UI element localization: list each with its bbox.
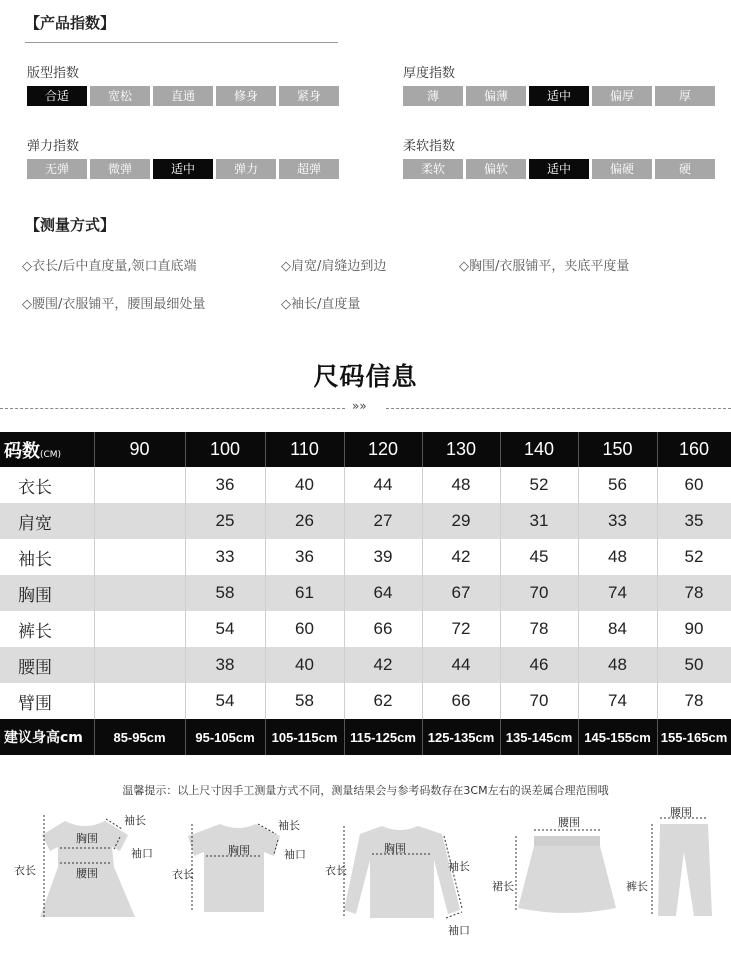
table-cell: 54 (185, 683, 265, 719)
table-cell: 40 (265, 647, 344, 683)
table-cell: 90 (657, 611, 731, 647)
scale-option: 适中 (529, 86, 589, 106)
table-cell: 33 (185, 539, 265, 575)
size-info-title: 尺码信息 (313, 362, 418, 391)
scale-option: 弹力 (216, 159, 276, 179)
header-cell: 140 (500, 432, 578, 467)
fit-index-scale (27, 86, 339, 106)
skirt-shape (518, 846, 616, 913)
table-cell: 58 (265, 683, 344, 719)
scale-option: 薄 (403, 86, 463, 106)
table-cell (94, 683, 185, 719)
table-cell: 31 (500, 503, 578, 539)
scale-option: 宽松 (90, 86, 150, 106)
table-cell: 38 (185, 647, 265, 683)
measurement-title: 【测量方式】 (25, 216, 116, 234)
table-cell: 52 (500, 467, 578, 503)
height-cell: 145-155cm (578, 719, 657, 755)
scale-option: 微弹 (90, 159, 150, 179)
thickness-index-label: 厚度指数 (403, 66, 456, 81)
table-cell: 70 (500, 575, 578, 611)
measure-item: ◇袖长/直度量 (281, 297, 361, 312)
scale-option: 适中 (529, 159, 589, 179)
height-cell: 105-115cm (265, 719, 344, 755)
table-cell (94, 611, 185, 647)
height-cell: 95-105cm (185, 719, 265, 755)
scale-option: 偏软 (466, 159, 526, 179)
table-cell: 48 (578, 539, 657, 575)
elasticity-index-scale (27, 159, 339, 179)
scale-option: 硬 (655, 159, 715, 179)
header-cell: 110 (265, 432, 344, 467)
table-cell: 78 (500, 611, 578, 647)
table-cell: 56 (578, 467, 657, 503)
pants-shape (658, 824, 712, 916)
scale-option: 柔软 (403, 159, 463, 179)
table-cell: 42 (344, 647, 422, 683)
sweater-sleeve-label: 袖长 (448, 860, 470, 873)
scale-option: 直通 (153, 86, 213, 106)
table-cell: 36 (265, 539, 344, 575)
header-cell (0, 432, 94, 467)
table-cell: 52 (657, 539, 731, 575)
product-index-title: 【产品指数】 (25, 14, 116, 32)
table-cell: 61 (265, 575, 344, 611)
measure-item: ◇肩宽/肩缝边到边 (281, 259, 387, 274)
table-cell (94, 647, 185, 683)
table-cell: 50 (657, 647, 731, 683)
pants-waist-label: 腰围 (670, 806, 692, 819)
header-cell: 150 (578, 432, 657, 467)
height-cell: 85-95cm (94, 719, 185, 755)
table-cell: 44 (344, 467, 422, 503)
table-cell: 26 (265, 503, 344, 539)
title-divider (25, 42, 338, 43)
dress-length-label: 衣长 (14, 864, 36, 877)
size-header-unit: (CM) (40, 449, 62, 460)
height-cell: 135-145cm (500, 719, 578, 755)
table-cell: 67 (422, 575, 500, 611)
table-cell: 70 (500, 683, 578, 719)
table-cell: 44 (422, 647, 500, 683)
thickness-index-scale (403, 86, 715, 106)
measure-item: ◇胸围/衣服铺平，夹底平度量 (459, 259, 630, 274)
scale-option: 偏硬 (592, 159, 652, 179)
scale-option: 紧身 (279, 86, 339, 106)
table-cell: 36 (185, 467, 265, 503)
dress-cuff-label: 袖口 (131, 847, 153, 860)
table-cell: 74 (578, 683, 657, 719)
scale-option: 适中 (153, 159, 213, 179)
table-row (0, 539, 731, 575)
table-row (0, 467, 731, 503)
tshirt-shape (188, 824, 280, 912)
table-cell (94, 503, 185, 539)
table-cell: 64 (344, 575, 422, 611)
tshirt-length-label: 衣长 (172, 868, 194, 881)
table-row (0, 611, 731, 647)
table-row (0, 683, 731, 719)
scale-option: 超弹 (279, 159, 339, 179)
table-cell: 78 (657, 683, 731, 719)
dashed-divider-left (0, 408, 345, 409)
table-cell: 84 (578, 611, 657, 647)
table-header-row (0, 432, 731, 467)
table-cell: 74 (578, 575, 657, 611)
skirt-length-label: 裙长 (492, 880, 514, 893)
softness-index-label: 柔软指数 (403, 139, 456, 154)
measure-item: ◇腰围/衣服铺平，腰围最细处量 (22, 297, 206, 312)
skirt-waist-label: 腰围 (558, 816, 580, 829)
tshirt-chest-label: 胸围 (228, 844, 250, 857)
dress-waist-label: 腰围 (76, 867, 98, 880)
row-label: 裤长 (0, 611, 94, 647)
header-cell: 100 (185, 432, 265, 467)
height-cell: 155-165cm (657, 719, 731, 755)
tshirt-cuff-label: 袖口 (284, 848, 306, 861)
table-cell: 48 (422, 467, 500, 503)
tshirt-sleeve-label: 袖长 (278, 819, 300, 832)
table-row (0, 503, 731, 539)
table-row (0, 575, 731, 611)
pants-diagram (648, 812, 724, 922)
scale-option: 合适 (27, 86, 87, 106)
dress-chest-label: 胸围 (76, 832, 98, 845)
footer-label: 建议身高cm (0, 719, 94, 755)
arrows-icon: »» (352, 399, 367, 413)
table-cell: 25 (185, 503, 265, 539)
size-header-label: 码数 (4, 440, 40, 462)
table-footer-row (0, 719, 731, 755)
table-row (0, 647, 731, 683)
table-cell: 35 (657, 503, 731, 539)
header-cell: 160 (657, 432, 731, 467)
scale-option: 偏厚 (592, 86, 652, 106)
table-cell (94, 575, 185, 611)
sweater-cuff-label: 袖口 (448, 924, 470, 937)
row-label: 衣长 (0, 467, 94, 503)
table-cell: 60 (265, 611, 344, 647)
row-label: 胸围 (0, 575, 94, 611)
table-cell: 66 (344, 611, 422, 647)
sweater-diagram (330, 818, 480, 933)
table-cell: 39 (344, 539, 422, 575)
row-label: 袖长 (0, 539, 94, 575)
scale-option: 偏薄 (466, 86, 526, 106)
fit-index-label: 版型指数 (27, 66, 80, 81)
header-cell: 120 (344, 432, 422, 467)
softness-index-scale (403, 159, 715, 179)
table-cell: 42 (422, 539, 500, 575)
table-cell: 48 (578, 647, 657, 683)
scale-option: 修身 (216, 86, 276, 106)
table-cell (94, 467, 185, 503)
table-cell: 27 (344, 503, 422, 539)
height-cell: 125-135cm (422, 719, 500, 755)
scale-option: 厚 (655, 86, 715, 106)
sweater-chest-label: 胸围 (384, 842, 406, 855)
row-label: 臂围 (0, 683, 94, 719)
measure-item: ◇衣长/后中直度量,领口直底端 (22, 259, 197, 274)
table-cell: 40 (265, 467, 344, 503)
table-cell: 72 (422, 611, 500, 647)
table-cell (94, 539, 185, 575)
table-cell: 62 (344, 683, 422, 719)
dashed-divider-right (386, 408, 731, 409)
table-cell: 45 (500, 539, 578, 575)
header-cell: 90 (94, 432, 185, 467)
pants-length-label: 裤长 (626, 880, 648, 893)
elasticity-index-label: 弹力指数 (27, 139, 80, 154)
tip-text: 温馨提示：以上尺寸因手工测量方式不同，测量结果会与参考码数存在3CM左右的误差属合理范围哦 (122, 784, 609, 797)
table-cell: 46 (500, 647, 578, 683)
table-cell: 54 (185, 611, 265, 647)
height-cell: 115-125cm (344, 719, 422, 755)
header-cell: 130 (422, 432, 500, 467)
table-cell: 58 (185, 575, 265, 611)
table-cell: 33 (578, 503, 657, 539)
row-label: 肩宽 (0, 503, 94, 539)
scale-option: 无弹 (27, 159, 87, 179)
skirt-waistband (534, 836, 600, 846)
table-cell: 66 (422, 683, 500, 719)
table-cell: 60 (657, 467, 731, 503)
table-cell: 29 (422, 503, 500, 539)
size-table (0, 432, 731, 755)
table-cell: 78 (657, 575, 731, 611)
size-table-wrapper (0, 432, 731, 755)
sweater-length-label: 衣长 (325, 864, 347, 877)
dress-sleeve-label: 袖长 (124, 814, 146, 827)
row-label: 腰围 (0, 647, 94, 683)
